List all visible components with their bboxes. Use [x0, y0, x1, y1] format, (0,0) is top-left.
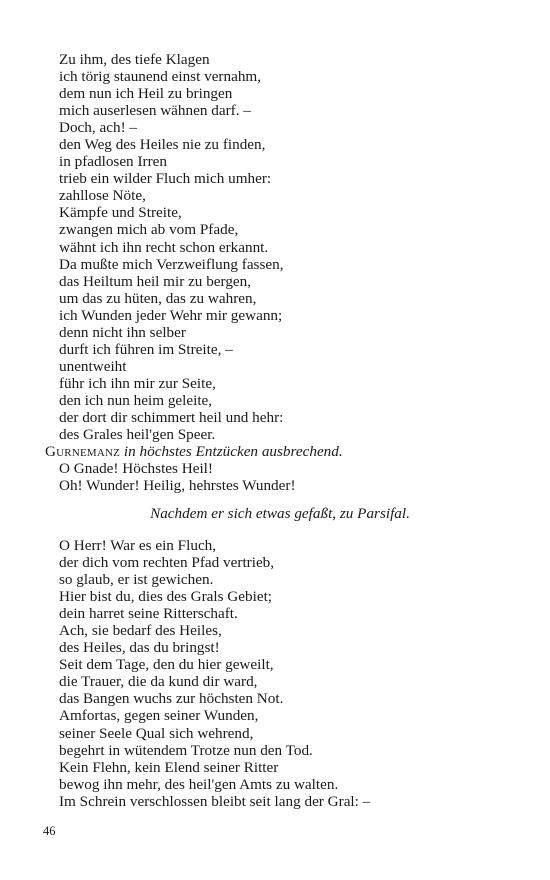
page-number: 46 [43, 824, 56, 838]
verse-line: Oh! Wunder! Heilig, hehrstes Wunder! [59, 477, 296, 495]
verse-line: ich törig staunend einst vernahm, [59, 68, 262, 86]
stage-direction: Nachdem er sich etwas gefaßt, zu Parsifal. [150, 505, 410, 522]
verse-line: Kein Flehn, kein Elend seiner Ritter [59, 758, 279, 776]
verse-line: Kämpfe und Streite, [59, 204, 182, 222]
verse-line: das Heiltum heil mir zu bergen, [59, 272, 252, 290]
verse-line: trieb ein wilder Fluch mich umher: [59, 170, 272, 188]
verse-line: begehrt in wütendem Trotze nun den Tod. [59, 741, 313, 759]
verse-line: Zu ihm, des tiefe Klagen [59, 51, 210, 68]
verse-line: O Herr! War es ein Fluch, [59, 537, 217, 554]
verse-line: Doch, ach! – [59, 119, 138, 137]
verse-line: den ich nun heim geleite, [59, 391, 213, 409]
verse-line: des Heiles, das du bringst! [59, 639, 220, 657]
verse-line: unentweiht [59, 357, 127, 375]
verse-line: denn nicht ihn selber [59, 323, 186, 341]
verse-line: wähnt ich ihn recht schon erkannt. [59, 238, 269, 256]
verse-line: den Weg des Heiles nie zu finden, [59, 136, 266, 154]
verse-line: in pfadlosen Irren [59, 153, 167, 171]
verse-line: Seit dem Tage, den du hier geweilt, [59, 656, 274, 674]
verse-line: zwangen mich ab vom Pfade, [59, 221, 239, 239]
verse-line: um das zu hüten, das zu wahren, [59, 289, 257, 307]
verse-line: Im Schrein verschlossen bleibt seit lang der Gral: – [59, 792, 371, 810]
verse-line: mich auserlesen wähnen darf. – [59, 102, 251, 120]
verse-line: Amfortas, gegen seiner Wunden, [59, 707, 259, 725]
verse-line: bewog ihn mehr, des heil'gen Amts zu walten. [59, 775, 339, 793]
verse-line: zahllose Nöte, [59, 187, 146, 205]
verse-line: das Bangen wuchs zur höchsten Not. [59, 690, 284, 708]
speaker-name: Gurnemanz [45, 443, 121, 461]
verse-line: Da mußte mich Verzweiflung fassen, [59, 255, 284, 273]
verse-line: die Trauer, die da kund dir ward, [59, 673, 258, 691]
speaker-line [45, 443, 515, 460]
verse-line: dem nun ich Heil zu bringen [59, 85, 233, 103]
verse-line: so glaub, er ist gewichen. [59, 571, 214, 589]
verse-line: Hier bist du, dies des Grals Gebiet; [59, 588, 273, 606]
verse-line: O Gnade! Höchstes Heil! [59, 460, 213, 478]
verse-line: durft ich führen im Streite, – [59, 340, 233, 358]
verse-line: führ ich ihn mir zur Seite, [59, 374, 216, 392]
verse-line: dein harret seine Ritterschaft. [59, 605, 238, 623]
verse-block-three [45, 537, 515, 810]
verse-line: des Grales heil'gen Speer. [59, 426, 216, 444]
verse-line: ich Wunden jeder Wehr mir gewann; [59, 306, 283, 324]
verse-line: der dich vom rechten Pfad vertrieb, [59, 554, 275, 572]
verse-line: der dort dir schimmert heil und hehr: [59, 408, 284, 426]
verse-block-one [45, 51, 515, 494]
verse-line: seiner Seele Qual sich wehrend, [59, 724, 254, 742]
verse-line: Ach, sie bedarf des Heiles, [59, 622, 222, 640]
speaker-direction: in höchstes Entzücken ausbrechend. [123, 443, 343, 461]
